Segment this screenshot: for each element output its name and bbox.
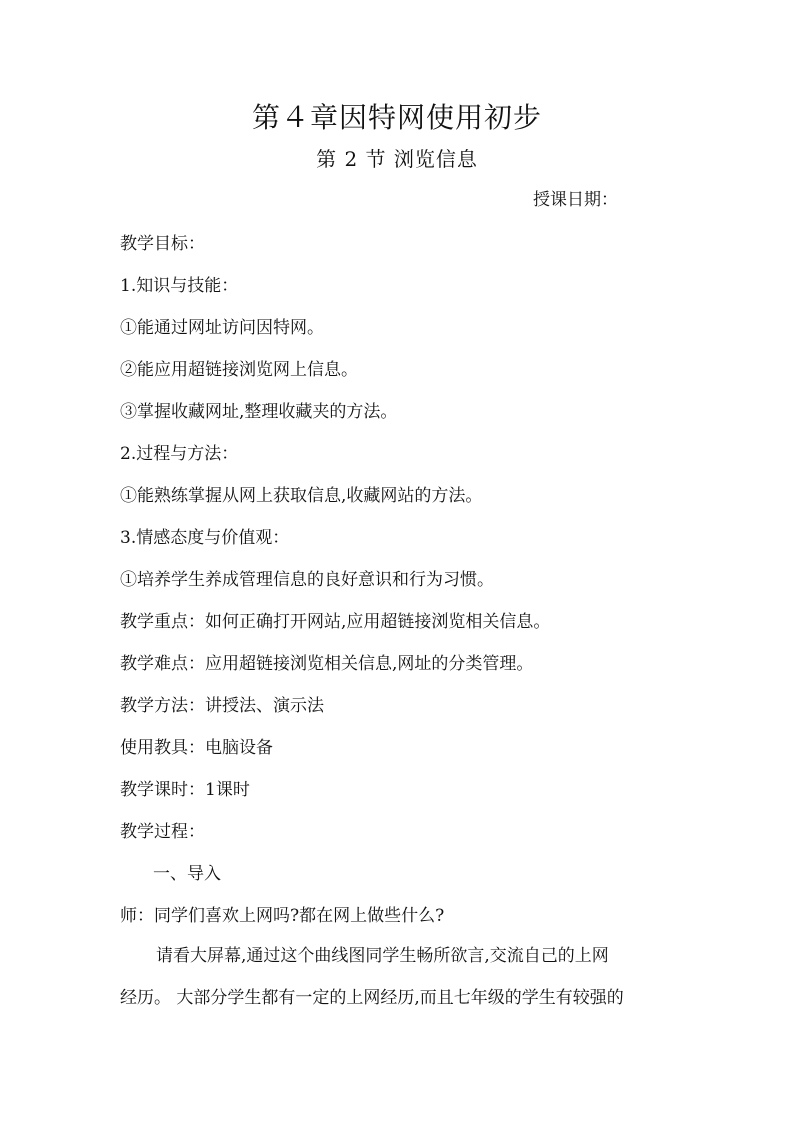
teaching-goals-heading: 教学目标： [120, 234, 205, 254]
attitude-values-heading: 3.情感态度与价值观： [120, 528, 290, 548]
paragraph-line: 经历。 大部分学生都有一定的上网经历,而且七年级的学生有较强的 [120, 988, 624, 1008]
teaching-process-heading: 教学过程： [120, 822, 205, 842]
teaching-difficulties: 教学难点：应用超链接浏览相关信息,网址的分类管理。 [120, 654, 534, 674]
section-subtitle: 第 2 节 浏览信息 [316, 147, 478, 171]
objective-line: ①培养学生养成管理信息的良好意识和行为习惯。 [120, 570, 494, 590]
teaching-methods: 教学方法：讲授法、演示法 [120, 696, 324, 716]
teacher-question: 师：同学们喜欢上网吗?都在网上做些什么? [120, 906, 445, 926]
teaching-key-points: 教学重点：如何正确打开网站,应用超链接浏览相关信息。 [120, 612, 551, 632]
knowledge-skill-heading: 1.知识与技能： [120, 276, 239, 296]
paragraph-line: 请看大屏幕,通过这个曲线图同学生畅所欲言,交流自己的上网 [156, 946, 609, 966]
objective-line: ①能熟练掌握从网上获取信息,收藏网站的方法。 [120, 486, 483, 506]
objective-line: ③掌握收藏网址,整理收藏夹的方法。 [120, 402, 398, 422]
teaching-tools: 使用教具：电脑设备 [120, 738, 273, 758]
process-method-heading: 2.过程与方法： [120, 444, 239, 464]
chapter-title: 第４章因特网使用初步 [251, 101, 542, 134]
intro-heading: 一、导入 [153, 864, 221, 884]
intro-paragraph [120, 935, 685, 1019]
teaching-hours: 教学课时：1课时 [120, 780, 250, 800]
teaching-date-label: 授课日期： [533, 190, 618, 210]
objective-line: ①能通过网址访问因特网。 [120, 318, 324, 338]
objective-line: ②能应用超链接浏览网上信息。 [120, 360, 358, 380]
